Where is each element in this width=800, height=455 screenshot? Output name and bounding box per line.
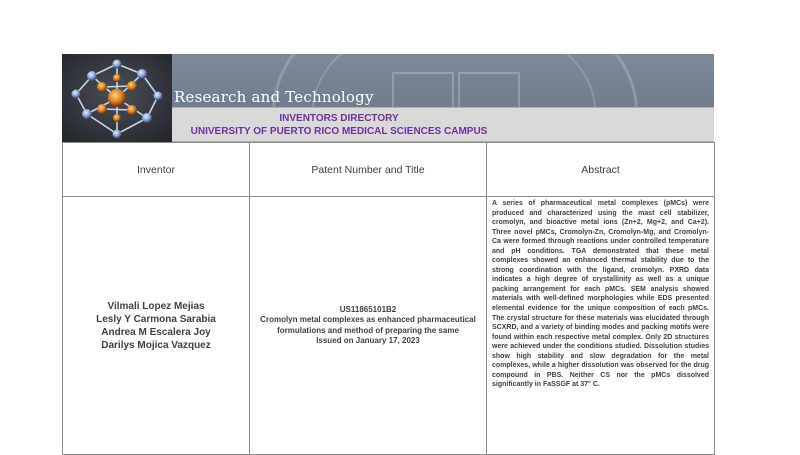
patent-issued-date: Issued on January 17, 2023 xyxy=(316,336,420,345)
inventors-cell xyxy=(63,197,250,455)
table-header-row xyxy=(63,143,715,197)
watermark-shield-left xyxy=(392,72,454,107)
inventors-table xyxy=(62,142,715,455)
inventor-name: Andrea M Escalera Joy xyxy=(101,326,211,338)
table-row xyxy=(63,197,715,455)
patent-cell xyxy=(250,197,487,455)
column-header-abstract: Abstract xyxy=(487,143,715,197)
patent-title: Cromolyn metal complexes as enhanced pharmaceutical formulations and method of preparing the same xyxy=(260,315,476,335)
banner-title: Research and Technology xyxy=(174,88,374,106)
column-header-inventor: Inventor xyxy=(63,143,250,197)
institution-title: UNIVERSITY OF PUERTO RICO MEDICAL SCIENCES CAMPUS xyxy=(190,125,488,137)
patent-number: US11865101B2 xyxy=(339,304,397,314)
directory-title-bar xyxy=(172,107,714,142)
document-page xyxy=(62,54,714,450)
column-header-patent: Patent Number and Title xyxy=(250,143,487,197)
abstract-cell xyxy=(487,197,715,455)
abstract-text: A series of pharmaceutical metal complexes (pMCs) were produced and characterized using the mast cell stabilizer, cromolyn, and bioactive metal ions (Zn+2, Mg+2, and Ca+2). Three novel pMCs, Cromolyn-Zn, Cromolyn-Mg, and Cromolyn-Ca were formed through reactions under controlled temperature and pH conditions. TGA demonstrated that these metal complexes showed an enhanced thermal stability due to the strong coordination with the ligand, cromolyn. PXRD data indicates a high degree of crystallinity as well as a unique packing arrangement for each pMCs. SEM analysis showed materials with well-defined morphologies while EDS presented elemental evidence for the unique composition of each pMCs. The crystal structure for these materials was elucidated through SCXRD, and a variety of binding modes and packing motifs were found within each respective metal complex. Only 2D structures were achieved under the conditions studied. Dissolution studies show high stability and slow degradation for the metal complexes, while a higher dissolution was observed for the drug compound in PBS. Neither CS nor the pMCs dissolved significantly in FaSSGF at 37° C. xyxy=(492,200,709,389)
directory-title: INVENTORS DIRECTORY xyxy=(279,112,399,124)
molecule-logo-icon xyxy=(62,54,172,142)
inventor-name: Darilys Mojica Vazquez xyxy=(101,339,211,351)
inventor-name: Vilmali Lopez Mejias xyxy=(107,300,205,312)
watermark-shield-right xyxy=(458,72,520,107)
inventor-name: Lesly Y Carmona Sarabia xyxy=(96,313,216,325)
